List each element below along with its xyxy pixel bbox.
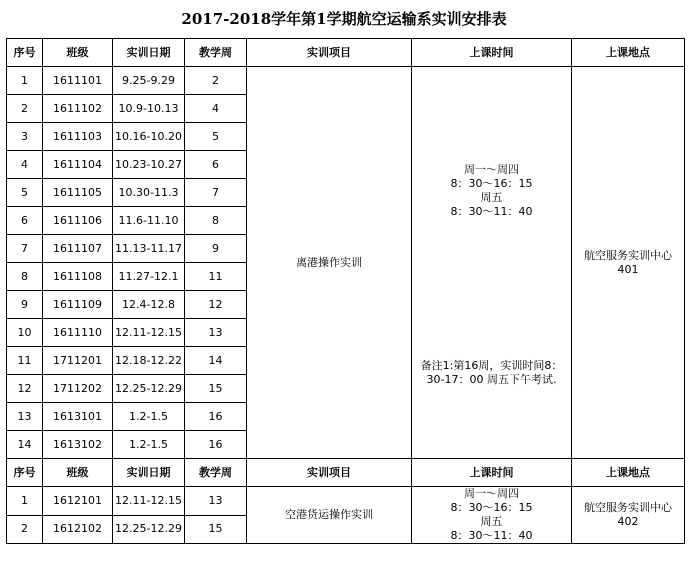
header-class: 班级 — [43, 459, 113, 487]
cell-dates: 10.30-11.3 — [113, 179, 185, 207]
time-cell — [412, 487, 572, 544]
cell-seq: 11 — [7, 347, 43, 375]
cell-dates: 10.9-10.13 — [113, 95, 185, 123]
cell-dates: 11.13-11.17 — [113, 235, 185, 263]
cell-dates: 10.16-10.20 — [113, 123, 185, 151]
cell-seq: 1 — [7, 67, 43, 95]
cell-dates: 9.25-9.29 — [113, 67, 185, 95]
cell-seq: 8 — [7, 263, 43, 291]
cell-seq: 9 — [7, 291, 43, 319]
cell-dates: 1.2-1.5 — [113, 403, 185, 431]
cell-dates: 12.25-12.29 — [113, 375, 185, 403]
time-line: 周五 — [480, 515, 503, 528]
time-line: 周五 — [480, 191, 503, 204]
cell-week: 16 — [185, 403, 247, 431]
cell-dates: 12.18-12.22 — [113, 347, 185, 375]
time-line: 8：30～11：40 — [450, 205, 533, 218]
cell-week: 16 — [185, 431, 247, 459]
cell-class: 1611107 — [43, 235, 113, 263]
cell-class: 1612102 — [43, 515, 113, 544]
cell-week: 14 — [185, 347, 247, 375]
cell-class: 1611109 — [43, 291, 113, 319]
table-row — [7, 487, 685, 516]
cell-class: 1611101 — [43, 67, 113, 95]
cell-seq: 4 — [7, 151, 43, 179]
cell-seq: 13 — [7, 403, 43, 431]
header-time: 上课时间 — [412, 459, 572, 487]
cell-week: 8 — [185, 207, 247, 235]
cell-seq: 2 — [7, 95, 43, 123]
cell-seq: 7 — [7, 235, 43, 263]
cell-week: 7 — [185, 179, 247, 207]
place-cell — [572, 487, 685, 544]
place-line: 航空服务实训中心 — [584, 248, 672, 262]
header-time: 上课时间 — [412, 39, 572, 67]
place-cell — [572, 67, 685, 459]
cell-week: 4 — [185, 95, 247, 123]
header-week: 教学周 — [185, 39, 247, 67]
header-class: 班级 — [43, 39, 113, 67]
cell-class: 1611105 — [43, 179, 113, 207]
cell-week: 5 — [185, 123, 247, 151]
time-line: 8：30～16：15 — [450, 501, 533, 514]
place-line: 402 — [617, 515, 639, 528]
cell-seq: 3 — [7, 123, 43, 151]
cell-seq: 5 — [7, 179, 43, 207]
cell-class: 1711202 — [43, 375, 113, 403]
cell-class: 1611104 — [43, 151, 113, 179]
project-cell: 离港操作实训 — [247, 67, 412, 459]
cell-seq: 14 — [7, 431, 43, 459]
note-text: 备注1:第16周，实训时间8：30-17：00 周五下午考试. — [420, 359, 563, 386]
table-row — [7, 67, 685, 95]
header-dates: 实训日期 — [113, 39, 185, 67]
cell-seq: 2 — [7, 515, 43, 544]
cell-week: 11 — [185, 263, 247, 291]
cell-week: 13 — [185, 319, 247, 347]
cell-dates: 12.4-12.8 — [113, 291, 185, 319]
header-seq: 序号 — [7, 39, 43, 67]
cell-week: 9 — [185, 235, 247, 263]
cell-dates: 11.27-12.1 — [113, 263, 185, 291]
cell-seq: 1 — [7, 487, 43, 516]
header-place: 上课地点 — [572, 459, 685, 487]
cell-dates: 12.11-12.15 — [113, 487, 185, 516]
cell-seq: 10 — [7, 319, 43, 347]
project-cell: 空港货运操作实训 — [247, 487, 412, 544]
cell-week: 15 — [185, 515, 247, 544]
cell-week: 12 — [185, 291, 247, 319]
cell-class: 1611108 — [43, 263, 113, 291]
cell-class: 1611106 — [43, 207, 113, 235]
time-cell — [412, 67, 572, 459]
cell-class: 1711201 — [43, 347, 113, 375]
time-line: 周一～周四 — [464, 163, 519, 176]
header-week: 教学周 — [185, 459, 247, 487]
cell-dates: 12.25-12.29 — [113, 515, 185, 544]
header-project: 实训项目 — [247, 39, 412, 67]
cell-week: 15 — [185, 375, 247, 403]
place-line: 401 — [617, 262, 639, 276]
cell-week: 6 — [185, 151, 247, 179]
cell-week: 13 — [185, 487, 247, 516]
cell-class: 1613102 — [43, 431, 113, 459]
header-place: 上课地点 — [572, 39, 685, 67]
header-project: 实训项目 — [247, 459, 412, 487]
cell-dates: 1.2-1.5 — [113, 431, 185, 459]
time-line: 8：30～11：40 — [450, 529, 533, 542]
cell-seq: 6 — [7, 207, 43, 235]
header-dates: 实训日期 — [113, 459, 185, 487]
schedule-table — [6, 38, 685, 544]
cell-class: 1611102 — [43, 95, 113, 123]
cell-dates: 11.6-11.10 — [113, 207, 185, 235]
header-row-1 — [7, 39, 685, 67]
time-block — [412, 67, 571, 387]
page-title: 2017-2018学年第1学期航空运输系实训安排表 — [181, 10, 507, 28]
cell-dates: 12.11-12.15 — [113, 319, 185, 347]
cell-class: 1612101 — [43, 487, 113, 516]
header-row-2 — [7, 459, 685, 487]
header-seq: 序号 — [7, 459, 43, 487]
cell-class: 1611110 — [43, 319, 113, 347]
time-line: 周一～周四 — [464, 487, 519, 500]
cell-week: 2 — [185, 67, 247, 95]
cell-class: 1611103 — [43, 123, 113, 151]
cell-dates: 10.23-10.27 — [113, 151, 185, 179]
time-line: 8：30～16：15 — [450, 177, 533, 190]
cell-seq: 12 — [7, 375, 43, 403]
place-line: 航空服务实训中心 — [584, 501, 672, 514]
cell-class: 1613101 — [43, 403, 113, 431]
